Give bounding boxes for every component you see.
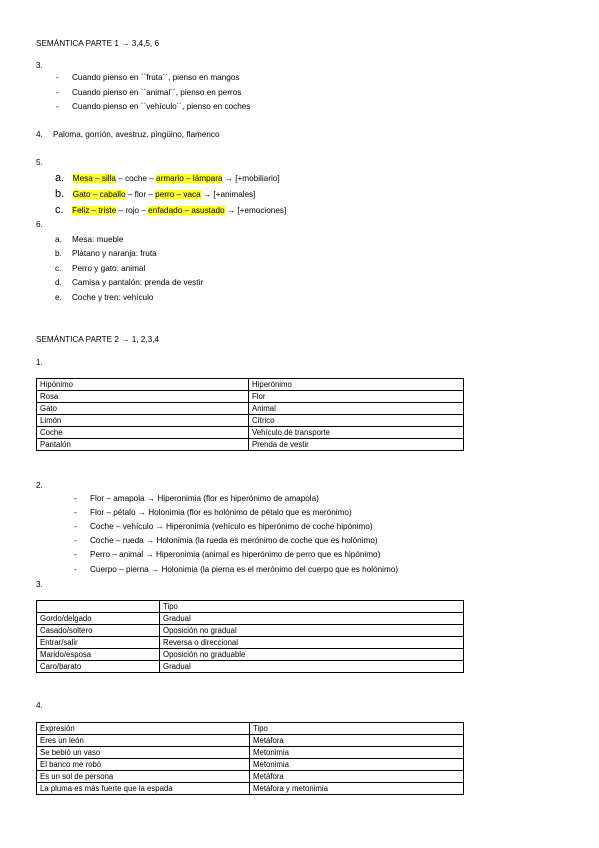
table-header-row <box>37 379 464 391</box>
table-row <box>37 625 464 637</box>
table-cell: Oposición no graduable <box>160 649 464 661</box>
list-bullet: - <box>74 550 77 559</box>
list-bullet: - <box>74 565 77 574</box>
highlight-group: perro – vaca <box>155 190 201 199</box>
table-cell: Hiperónimo <box>249 379 464 391</box>
item-letter: b. <box>55 249 62 258</box>
q4-text: Paloma, gorrión, avestruz, pingüino, flamenco <box>53 130 220 139</box>
table-cell: Metáfora <box>250 735 464 747</box>
list-item <box>55 172 280 184</box>
table-cell: Oposición no gradual <box>160 625 464 637</box>
list-bullet: - <box>74 522 77 531</box>
feature-label: → [+emociones] <box>224 206 287 215</box>
table-row <box>37 637 464 649</box>
list-item: Cuando pienso en ``animal´´, pienso en perros <box>72 88 242 97</box>
table-cell: La pluma es más fuerte que la espada <box>37 783 250 795</box>
q4-number: 4. <box>36 130 43 139</box>
table-row <box>37 403 464 415</box>
table-cell: Gradual <box>160 661 464 673</box>
list-item: Coche – vehículo → Hiperonimia (vehículo es hiperónimo de coche hipónimo) <box>90 522 373 531</box>
list-item: Cuando pienso en ``fruta´´, pienso en mangos <box>72 73 240 82</box>
list-item: Cuerpo – pierna → Holonimia (la pierna es el merónimo del cuerpo que es holónimo) <box>90 565 399 574</box>
table-cell: Coche <box>37 427 249 439</box>
list-item: Perro – animal → Hiperonimia (animal es hiperónimo de perro que es hipónimo) <box>90 550 381 559</box>
highlight-group: armario – lámpara <box>156 174 223 183</box>
list-bullet: - <box>56 88 59 97</box>
item-letter: a. <box>55 172 65 184</box>
table-row <box>37 735 464 747</box>
item-letter: a. <box>55 235 62 244</box>
table-row <box>37 391 464 403</box>
table-cell: Metáfora y metonimia <box>250 783 464 795</box>
list-item <box>55 204 286 216</box>
item-letter: c. <box>55 264 62 273</box>
table-cell: Eres un león <box>37 735 250 747</box>
table-row <box>37 747 464 759</box>
table-cell: Entrar/salir <box>37 637 160 649</box>
p2-q2-number: 2. <box>36 481 43 490</box>
table-cell: Tipo <box>250 723 464 735</box>
table-cell: Animal <box>249 403 464 415</box>
list-bullet: - <box>56 102 59 111</box>
item-letter: b. <box>55 188 65 200</box>
table-cell: Caro/barato <box>37 661 160 673</box>
antonym-table <box>36 600 464 673</box>
table-cell: Marido/esposa <box>37 649 160 661</box>
list-item: Flor – amapola → Hiperonimia (flor es hiperónimo de amapola) <box>90 494 319 503</box>
list-bullet: - <box>56 73 59 82</box>
highlight-group: enfadado – asustado <box>148 206 225 215</box>
list-bullet: - <box>74 536 77 545</box>
table-cell: El banco me robó <box>37 759 250 771</box>
odd-word: – rojo – <box>116 206 149 215</box>
table-cell <box>37 601 160 613</box>
q5-number: 5. <box>36 158 43 167</box>
table-row <box>37 415 464 427</box>
table-row <box>37 759 464 771</box>
p2-q3-number: 3. <box>36 580 43 589</box>
table-row <box>37 439 464 451</box>
list-bullet: - <box>74 494 77 503</box>
table-cell: Metonimia <box>250 759 464 771</box>
table-cell: Casado/soltero <box>37 625 160 637</box>
highlight-group: Feliz – triste <box>72 206 117 215</box>
hyponym-table <box>36 378 464 451</box>
item-letter: e. <box>55 293 62 302</box>
table-row <box>37 783 464 795</box>
feature-label: → [+animales] <box>200 190 256 199</box>
figure-table <box>36 722 464 795</box>
table-cell: Vehículo de transporte <box>249 427 464 439</box>
table-row <box>37 661 464 673</box>
highlight-group: Mesa – silla <box>72 174 116 183</box>
table-cell: Es un sol de persona <box>37 771 250 783</box>
table-cell: Se bebió un vaso <box>37 747 250 759</box>
list-item: Perro y gato: animal <box>72 264 146 273</box>
table-cell: Metonimia <box>250 747 464 759</box>
table-cell: Gato <box>37 403 249 415</box>
part2-heading: SEMÁNTICA PARTE 2 → 1, 2,3,4 <box>36 335 160 344</box>
odd-word: – coche – <box>115 174 157 183</box>
table-cell: Hipónimo <box>37 379 249 391</box>
table-cell: Reversa o direccional <box>160 637 464 649</box>
table-row <box>37 427 464 439</box>
table-cell: Rosa <box>37 391 249 403</box>
item-letter: c. <box>55 204 64 216</box>
table-header-row <box>37 601 464 613</box>
list-item: Cuando pienso en ``vehículo´´, pienso en coches <box>72 102 251 111</box>
list-item: Camisa y pantalón: prenda de vestir <box>72 278 204 287</box>
p2-q4-number: 4. <box>36 701 43 710</box>
part1-heading: SEMÁNTICA PARTE 1 → 3,4,5, 6 <box>36 39 160 48</box>
table-cell: Flor <box>249 391 464 403</box>
list-item: Coche y tren: vehículo <box>72 293 154 302</box>
table-cell: Limón <box>37 415 249 427</box>
table-cell: Prenda de vestir <box>249 439 464 451</box>
list-item: Mesa: mueble <box>72 235 124 244</box>
table-cell: Pantalón <box>37 439 249 451</box>
item-letter: d. <box>55 278 62 287</box>
table-cell: Expresión <box>37 723 250 735</box>
table-cell: Gordo/delgado <box>37 613 160 625</box>
odd-word: – flor – <box>125 190 156 199</box>
list-item: Coche – rueda → Holonimia (la rueda es merónimo de coche que es holónimo) <box>90 536 378 545</box>
table-row <box>37 771 464 783</box>
list-item <box>55 188 256 200</box>
q3-number: 3. <box>36 61 43 70</box>
table-cell: Tipo <box>160 601 464 613</box>
table-cell: Gradual <box>160 613 464 625</box>
table-cell: Metáfora <box>250 771 464 783</box>
list-item: Flor – pétalo → Holonimia (flor es holónimo de pétalo que es merónimo) <box>90 508 352 517</box>
list-item: Plátano y naranja: fruta <box>72 249 157 258</box>
list-bullet: - <box>74 508 77 517</box>
highlight-group: Gato – caballo <box>72 190 126 199</box>
q6-number: 6. <box>36 220 43 229</box>
table-cell: Cítrico <box>249 415 464 427</box>
table-row <box>37 649 464 661</box>
table-row <box>37 613 464 625</box>
table-header-row <box>37 723 464 735</box>
feature-label: → [+mobiliario] <box>222 174 280 183</box>
p2-q1-number: 1. <box>36 358 43 367</box>
